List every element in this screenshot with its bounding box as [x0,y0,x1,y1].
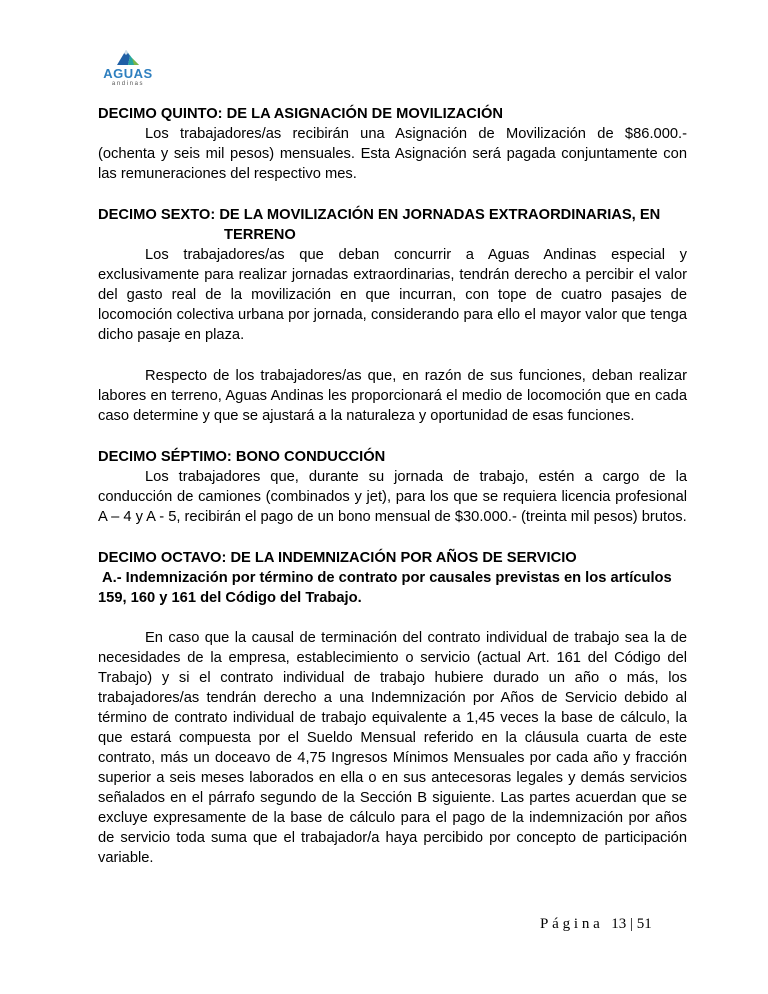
logo-subtext: andinas [111,81,145,87]
paragraph: Los trabajadores/as que deban concurrir a Aguas Andinas especial y exclusivamente para realizar jornadas extraordinarias, tendrán derecho a percibir el valor del gasto real de la movilización en que incurran, con tope de cuatro pasajes de locomoción colectiva urbana por jornada, considerando para ello el mayor valor que tenga dicho pasaje en plaza. [98,247,687,343]
page-label: Página [540,916,604,932]
section-heading-16: DECIMO SEXTO: DE LA MOVILIZACIÓN EN JORNADAS EXTRAORDINARIAS, EN [98,207,661,223]
paragraph: Respecto de los trabajadores/as que, en razón de sus funciones, deban realizar labores en terreno, Aguas Andinas les proporcionará el medio de locomoción que en cada caso determine y que se ajustará a la naturaleza y oportunidad de esas funciones. [98,368,687,424]
logo-text: AGUAS [103,66,153,81]
section-heading-17: DECIMO SÉPTIMO: BONO CONDUCCIÓN [98,449,386,465]
company-logo [98,46,158,94]
subsection-heading-a: A.- Indemnización por término de contrato por causales previstas en los artículos 159, 160 y 161 del Código del Trabajo. [98,570,672,606]
paragraph: Los trabajadores que, durante su jornada de trabajo, estén a cargo de la conducción de camiones (combinados y jet), para los que se requiera licencia profesional A – 4 y A - 5, recibirán el pago de un bono mensual de $30.000.- (treinta mil pesos) brutos. [98,469,687,525]
section-heading-16-cont: TERRENO [224,227,296,243]
mountain-logo-icon [115,46,141,66]
section-heading-18: DECIMO OCTAVO: DE LA INDEMNIZACIÓN POR AÑOS DE SERVICIO [98,550,577,566]
page-footer [540,916,652,933]
page-number: 13 | 51 [611,916,652,932]
section-heading-15: DECIMO QUINTO: DE LA ASIGNACIÓN DE MOVILIZACIÓN [98,106,503,122]
document-body [98,104,687,868]
paragraph: Los trabajadores/as recibirán una Asignación de Movilización de $86.000.- (ochenta y seis mil pesos) mensuales. Esta Asignación será pagada conjuntamente con las remuneraciones del respectivo mes. [98,126,687,182]
paragraph: En caso que la causal de terminación del contrato individual de trabajo sea la de necesidades de la empresa, establecimiento o servicio (actual Art. 161 del Código del Trabajo) y si el contrato individual de trabajo hubiere durado un año o más, los trabajadores/as tendrán derecho a una Indemnización por Años de Servicio debido al término de contrato individual de trabajo equivalente a 1,45 veces la base de cálculo, la que estará compuesta por el Sueldo Mensual referido en la cláusula cuarta de este contrato, más un doceavo de 4,75 Ingresos Mínimos Mensuales por cada año y fracción superior a seis meses laborados en ella o en sus antecesoras legales y demás servicios señalados en el párrafo segundo de la Sección B siguiente. Las partes acuerdan que se excluye expresamente de la base de cálculo para el pago de la indemnización por años de servicio toda suma que el trabajador/a haya percibido por concepto de participación variable. [98,630,687,866]
